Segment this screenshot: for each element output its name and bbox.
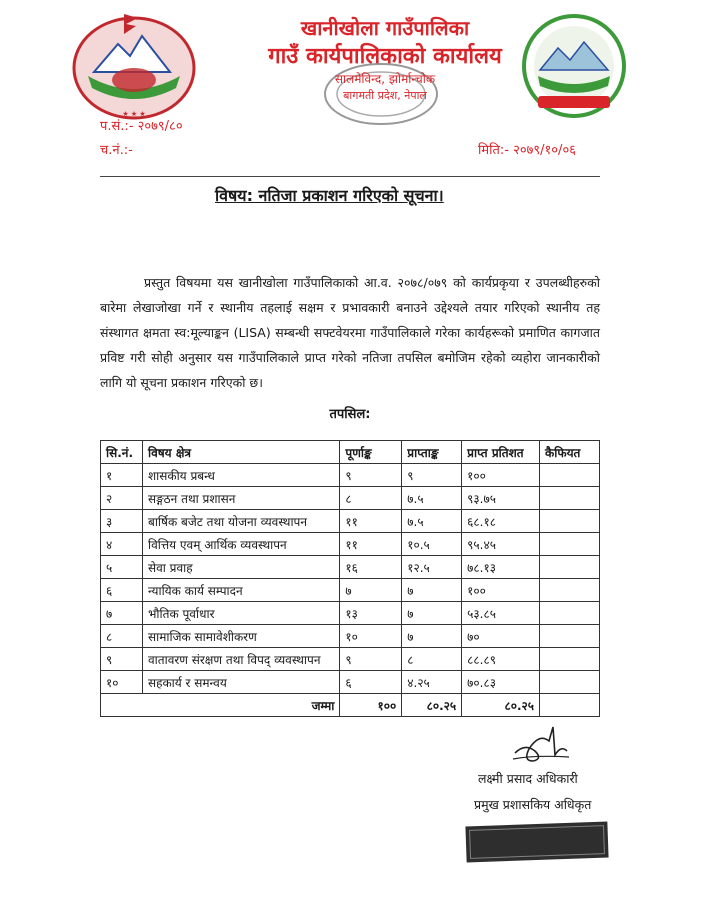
cell-percentage: १०० [462, 464, 540, 487]
cell-full-marks: ९ [340, 648, 402, 671]
total-percentage: ८०.२५ [462, 694, 540, 717]
handwritten-signature [505, 715, 575, 770]
cell-serial: ३ [101, 510, 143, 533]
header-serial: सि.नं. [101, 441, 143, 464]
cell-remarks [540, 602, 600, 625]
header-divider [100, 176, 600, 177]
header-percentage: प्राप्त प्रतिशत [462, 441, 540, 464]
reference-number: प.सं.:- २०७९/८० [100, 119, 183, 134]
header-obtained-marks: प्राप्ताङ्क [402, 441, 462, 464]
cell-remarks [540, 625, 600, 648]
body-paragraph: प्रस्तुत विषयमा यस खानीखोला गाउँपालिकाको आ.व. २०७८/०७९ को कार्यप्रकृया र उपलब्धीहरुको बारेमा लेखाजोखा गर्ने र स्थानीय तहलाई सक्षम र प्रभावकारी बनाउने उद्देश्यले तयार गरिएको स्थानीय तह संस्थागत क्षमता स्व:मूल्याङ्कन (LISA) सम्बन्धी सफ्टवेयरमा गाउँपालिकाले गरेका कार्यहरूको प्रमाणित कागजात प्रविष्ट गरी सोही अनुसार यस गाउँपालिकाले प्राप्त गरेको नतिजा तपसिल बमोजिम रहेको व्यहोरा जानकारीको लागि यो सूचना प्रकाशन गरिएको छ। [100, 275, 600, 390]
table-row [101, 464, 600, 487]
dispatch-number: च.नं.:- [100, 143, 133, 158]
table-row [101, 602, 600, 625]
table-row [101, 648, 600, 671]
cell-full-marks: ८ [340, 487, 402, 510]
cell-remarks [540, 671, 600, 694]
header-remarks: कैफियत [540, 441, 600, 464]
cell-remarks [540, 579, 600, 602]
cell-full-marks: ६ [340, 671, 402, 694]
government-emblem-logo [68, 10, 200, 120]
cell-serial: १ [101, 464, 143, 487]
cell-percentage: ६८.१८ [462, 510, 540, 533]
cell-subject-area: शासकीय प्रबन्ध [142, 464, 339, 487]
svg-text:★ ★ ★: ★ ★ ★ [122, 110, 146, 118]
cell-percentage: १०० [462, 579, 540, 602]
cell-percentage: ५३.८५ [462, 602, 540, 625]
cell-serial: ७ [101, 602, 143, 625]
signatory-title: प्रमुख प्रशासकिय अधिकृत [474, 797, 592, 812]
office-address: सालमेविन्द, झोर्मान्चोक [334, 72, 436, 86]
municipality-logo [518, 14, 630, 118]
cell-remarks [540, 510, 600, 533]
cell-full-marks: ९ [340, 464, 402, 487]
cell-full-marks: १३ [340, 602, 402, 625]
cell-remarks [540, 648, 600, 671]
cell-subject-area: सामाजिक सामावेशीकरण [142, 625, 339, 648]
cell-obtained-marks: १०.५ [402, 533, 462, 556]
cell-percentage: ७८.१३ [462, 556, 540, 579]
cell-percentage: ९५.४५ [462, 533, 540, 556]
cell-serial: १० [101, 671, 143, 694]
cell-obtained-marks: १२.५ [402, 556, 462, 579]
cell-percentage: ८८.८९ [462, 648, 540, 671]
cell-subject-area: सङ्गठन तथा प्रशासन [142, 487, 339, 510]
cell-full-marks: १६ [340, 556, 402, 579]
cell-subject-area: सहकार्य र समन्वय [142, 671, 339, 694]
cell-full-marks: ७ [340, 579, 402, 602]
cell-full-marks: ११ [340, 533, 402, 556]
cell-obtained-marks: ७ [402, 602, 462, 625]
table-row [101, 533, 600, 556]
cell-obtained-marks: ७ [402, 579, 462, 602]
table-row [101, 487, 600, 510]
cell-obtained-marks: ९ [402, 464, 462, 487]
cell-subject-area: भौतिक पूर्वाधार [142, 602, 339, 625]
cell-serial: ८ [101, 625, 143, 648]
total-obtained-marks: ८०.२५ [402, 694, 462, 717]
cell-subject-area: न्यायिक कार्य सम्पादन [142, 579, 339, 602]
table-total-row [101, 694, 600, 717]
cell-subject-area: वातावरण संरक्षण तथा विपद् व्यवस्थापन [142, 648, 339, 671]
cell-percentage: ९३.७५ [462, 487, 540, 510]
cell-full-marks: ११ [340, 510, 402, 533]
signatory-name: लक्ष्मी प्रसाद अधिकारी [478, 771, 578, 786]
designation-stamp [462, 818, 612, 868]
cell-serial: ६ [101, 579, 143, 602]
letter-subject: विषय: नतिजा प्रकाशन गरिएको सूचना। [215, 186, 444, 205]
cell-full-marks: १० [340, 625, 402, 648]
municipality-name: खानीखोला गाउँपालिका [300, 16, 470, 40]
total-full-marks: १०० [340, 694, 402, 717]
cell-obtained-marks: ७ [402, 625, 462, 648]
cell-obtained-marks: ४.२५ [402, 671, 462, 694]
table-caption: तपसिल: [329, 407, 371, 422]
table-row [101, 625, 600, 648]
cell-remarks [540, 556, 600, 579]
cell-percentage: ७० [462, 625, 540, 648]
cell-obtained-marks: ७.५ [402, 510, 462, 533]
total-remarks [540, 694, 600, 717]
cell-obtained-marks: ७.५ [402, 487, 462, 510]
cell-remarks [540, 487, 600, 510]
cell-remarks [540, 464, 600, 487]
total-label: जम्मा [101, 694, 340, 717]
cell-subject-area: बार्षिक बजेट तथा योजना व्यवस्थापन [142, 510, 339, 533]
cell-serial: २ [101, 487, 143, 510]
table-row [101, 556, 600, 579]
office-province: बागमती प्रदेश, नेपाल [343, 89, 427, 102]
office-name: गाउँ कार्यपालिकाको कार्यालय [268, 44, 502, 69]
cell-obtained-marks: ८ [402, 648, 462, 671]
header-full-marks: पूर्णाङ्क [340, 441, 402, 464]
cell-subject-area: वित्तिय एवम् आर्थिक व्यवस्थापन [142, 533, 339, 556]
header-subject-area: विषय क्षेत्र [142, 441, 339, 464]
results-table [100, 440, 600, 717]
cell-percentage: ७०.८३ [462, 671, 540, 694]
letter-date: मिति:- २०७९/१०/०६ [478, 143, 576, 158]
table-row [101, 510, 600, 533]
table-row [101, 671, 600, 694]
table-row [101, 579, 600, 602]
table-header-row [101, 441, 600, 464]
cell-serial: ९ [101, 648, 143, 671]
cell-serial: ५ [101, 556, 143, 579]
cell-subject-area: सेवा प्रवाह [142, 556, 339, 579]
cell-serial: ४ [101, 533, 143, 556]
cell-remarks [540, 533, 600, 556]
